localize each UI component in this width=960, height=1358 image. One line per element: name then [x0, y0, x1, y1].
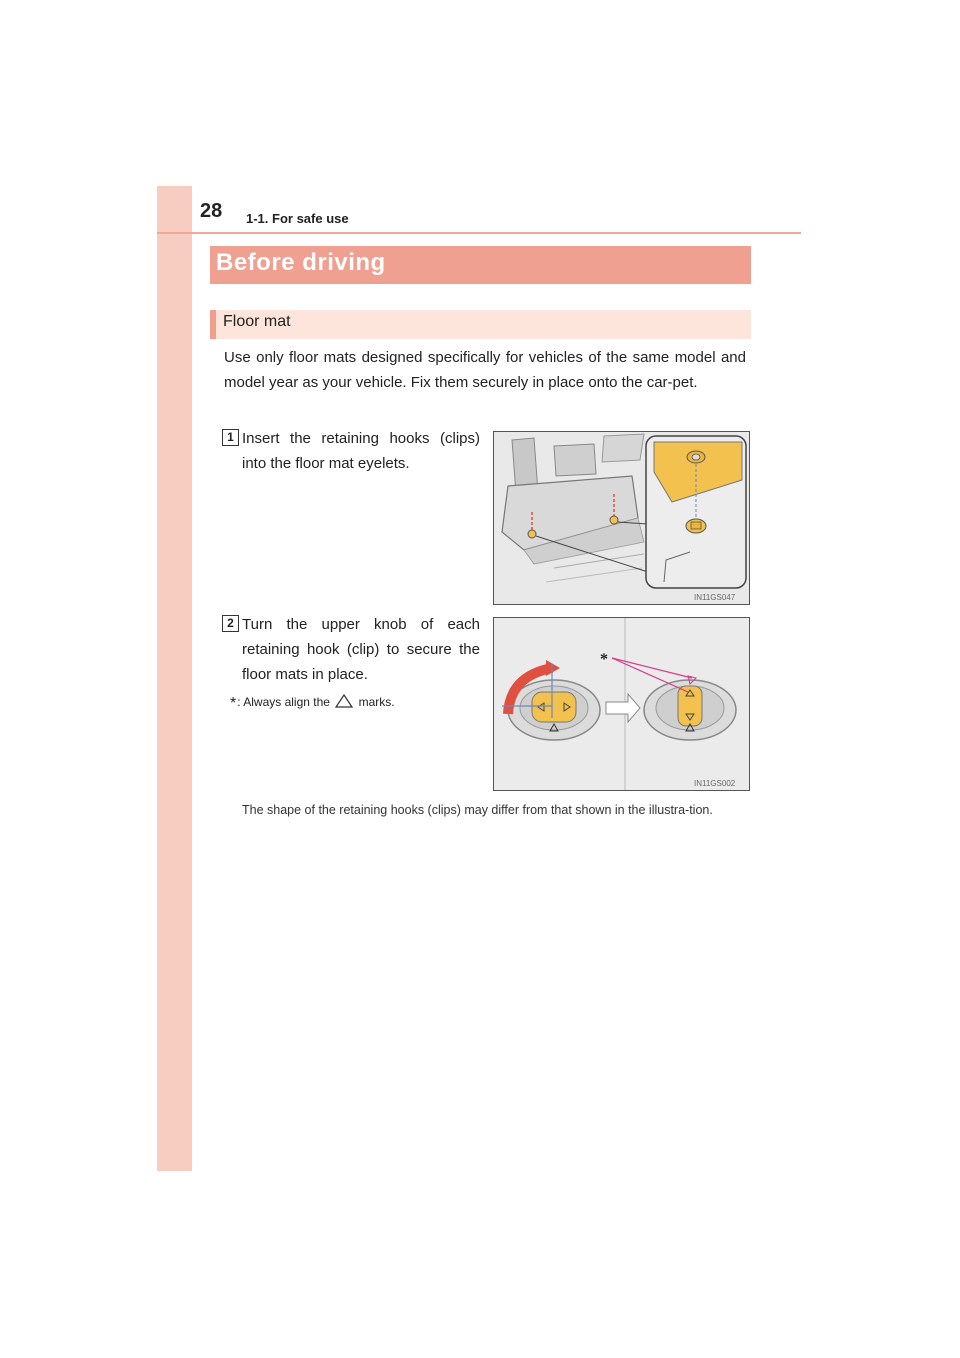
- align-marks-note: [230, 694, 395, 713]
- intro-paragraph: Use only floor mats designed specifically for vehicles of the same model and model year as your vehicle. Fix them securely in place onto the car-pet.: [224, 349, 746, 391]
- page-title: Before driving: [216, 249, 386, 276]
- step-number-1: 1: [222, 429, 239, 446]
- step-number-2: 2: [222, 615, 239, 632]
- page-sidebar-strip: [157, 186, 192, 1171]
- subtitle-accent: [210, 310, 216, 339]
- retaining-hook-drawing: [494, 618, 749, 790]
- section-breadcrumb: 1-1. For safe use: [246, 211, 349, 226]
- note-prefix: : Always align the: [237, 695, 330, 709]
- header-rule: [157, 232, 801, 234]
- floor-mat-drawing: [494, 432, 749, 604]
- note-suffix: marks.: [358, 695, 395, 709]
- step-text-2: Turn the upper knob of each retaining hook (clip) to secure the floor mats in place.: [242, 616, 480, 683]
- retaining-hook-illustration: [493, 617, 750, 791]
- page-number: 28: [200, 200, 223, 222]
- triangle-mark-icon: [335, 694, 353, 708]
- figure-code-2: IN11GS002: [694, 779, 736, 788]
- figure-caption: The shape of the retaining hooks (clips) may differ from that shown in the illustra-tion.: [242, 803, 713, 817]
- floor-mat-illustration: [493, 431, 750, 605]
- subtitle-band: [210, 310, 751, 339]
- figure-code-1: IN11GS047: [694, 593, 736, 602]
- subsection-title: Floor mat: [223, 313, 291, 330]
- step-text-1: Insert the retaining hooks (clips) into the floor mat eyelets.: [242, 430, 480, 472]
- note-asterisk: *: [230, 695, 237, 712]
- figure-asterisk: *: [600, 651, 608, 668]
